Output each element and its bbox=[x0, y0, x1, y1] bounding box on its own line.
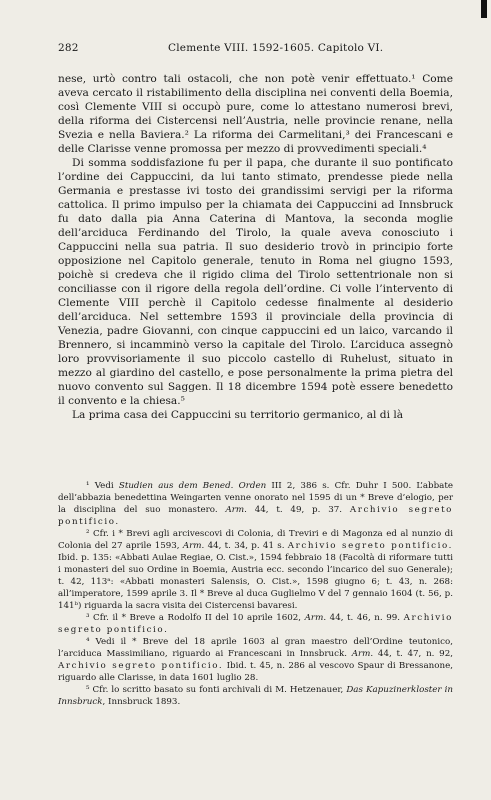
footnote-2: ² Cfr. i * Brevi agli arcivescovi di Colonia, di Treviri e di Magonza ed al nunzio di Colonia del 27 aprile 1593, Arm. 44, t. 34, p. 41 s. Archivio segreto pontificio. Ibid. p. 135: «Abbati Aulae Regiae, O. Cist.», 1594 febbraio 18 (Facoltà di riformare tutti i monasteri del suo Ordine in Boemia, Austria ecc. secondo l’incarico del suo Generale); t. 42, 113ᵃ: «Abbati monasteri Salensis, O. Cist.», 1598 giugno 6; t. 43, n. 268: all’imperatore, 1599 aprile 3. Il * Breve al duca Guglielmo V del 7 gennaio 1604 (t. 56, p. 141ᵇ) riguarda la sacra visita dei Cistercensi bavaresi. bbox=[58, 529, 454, 611]
main-text bbox=[58, 72, 453, 422]
footnote-3: ³ Cfr. il * Breve a Rodolfo II del 10 aprile 1602, Arm. 44, t. 46, n. 99. Archivio segreto pontificio. bbox=[58, 613, 453, 635]
footnote-5: ⁵ Cfr. lo scritto basato su fonti archivali di M. Hetzenauer, Das Kapuzinerkloster in Innsbruck, Innsbruck 1893. bbox=[58, 685, 453, 707]
footnote-1: ¹ Vedi Studien aus dem Bened. Orden III 2, 386 s. Cfr. Duhr I 500. L’abbate dell’abbazia benedettina Weingarten venne onorato nel 1595 di un * Breve d’elogio, per la disciplina del suo monastero. Arm. 44, t. 49, p. 37. Archivio segreto pontificio. bbox=[58, 481, 454, 527]
running-title: Clemente VIII. 1592-1605. Capitolo VI. bbox=[168, 42, 384, 54]
running-header bbox=[58, 42, 453, 58]
page-number: 282 bbox=[58, 42, 79, 54]
paragraph-1: nese, urtò contro tali ostacoli, che non potè venir effettuato.¹ Come aveva cercato il ristabilimento della disciplina nei conventi della Boemia, così Clemente VIII si occupò pure, come lo attestano numerosi brevi, della riforma dei Cistercensi nell’Austria, nelle provincie renane, nella Svezia e nella Baviera.² La riforma dei Carmelitani,³ dei Francescani e delle Clarisse venne promossa per mezzo di provvedimenti speciali.⁴ bbox=[58, 73, 453, 155]
paragraph-2: Di somma soddisfazione fu per il papa, che durante il suo pontificato l’ordine dei Cappuccini, da lui tanto stimato, prendesse piede nella Germania e prestasse ivi tosto dei grandissimi servigi per la riforma cattolica. Il primo impulso per la chiamata dei Cappuccini ad Innsbruck fu dato dalla pia Anna Caterina di Mantova, la seconda moglie dell’arciduca Ferdinando del Tirolo, la quale aveva conosciuto i Cappuccini nella sua patria. Il suo desiderio trovò in principio forte opposizione nel Capitolo generale, tenuto in Roma nel giugno 1593, poichè si credeva che il rigido clima del Tirolo settentrionale non si conciliasse con il rigore della regola dell’ordine. Ci volle l’intervento di Clemente VIII perchè il Capitolo cedesse finalmente al desiderio dell’arciduca. Nel settembre 1593 il provinciale della provincia di Venezia, padre Giovanni, con cinque cappuccini ed un laico, varcando il Brennero, si incamminò verso la capitale del Tirolo. L’arciduca assegnò loro provvisoriamente il suo piccolo castello di Ruhelust, situato in mezzo al giardino del castello, e pose personalmente la prima pietra del nuovo convento sul Saggen. Il 18 dicembre 1594 potè essere benedetto il convento e la chiesa.⁵ bbox=[58, 157, 453, 407]
footnote-4: ⁴ Vedi il * Breve del 18 aprile 1603 al gran maestro dell’Ordine teutonico, l’arciduca Massimiliano, riguardo ai Francescani in Innsbruck. Arm. 44, t. 47, n. 92, Archivio segreto pontificio. Ibid. t. 45, n. 286 al vescovo Spaur di Bressanone, riguardo alle Clarisse, in data 1601 luglio 28. bbox=[58, 637, 453, 683]
paragraph-3: La prima casa dei Cappuccini su territorio germanico, al di là bbox=[72, 409, 404, 421]
footnotes bbox=[58, 480, 453, 708]
scan-edge-mark bbox=[481, 0, 487, 18]
